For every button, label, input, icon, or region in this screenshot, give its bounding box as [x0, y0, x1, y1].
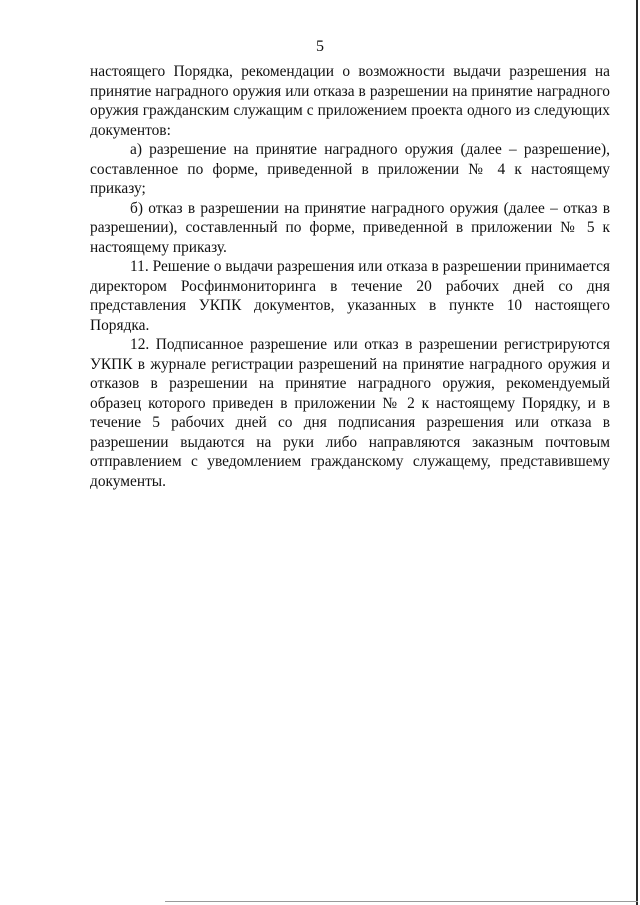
paragraph-11: 11. Решение о выдачи разрешения или отказа в разрешении принимается директором Росфинмониторинга в течение 20 рабочих дней со дня представления УКПК документов, указанных в пункте 10 настоящего Порядка. [90, 258, 610, 334]
paragraph-item-a: а) разрешение на принятие наградного оружия (далее – разрешение), составленное по форме, приведенной в приложении № 4 к настоящему приказу; [90, 141, 610, 197]
page-number: 5 [316, 38, 324, 55]
document-body [90, 62, 610, 491]
paragraph-continuation: настоящего Порядка, рекомендации о возможности выдачи разрешения на принятие наградного оружия или отказа в разрешении на принятие наградного оружия гражданским служащим с приложением проекта одного из следующих документов: [90, 63, 610, 139]
paragraph-12: 12. Подписанное разрешение или отказ в разрешении регистрируются УКПК в журнале регистрации разрешений на принятие наградного оружия и отказов в разрешении на принятие наградного оружия, рекомендуемый образец которого приведен в приложении № 2 к настоящему Порядку, и в течение 5 рабочих дней со дня подписания разрешения или отказа в разрешении выдаются на руки либо направляются заказным почтовым отправлением с уведомлением гражданскому служащему, представившему документы. [90, 336, 610, 490]
page-bottom-line [165, 901, 638, 902]
paragraph-item-b: б) отказ в разрешении на принятие наградного оружия (далее – отказ в разрешении), составленный по форме, приведенной в приложении № 5 к настоящему приказу. [90, 199, 610, 256]
page-edge [636, 0, 638, 905]
